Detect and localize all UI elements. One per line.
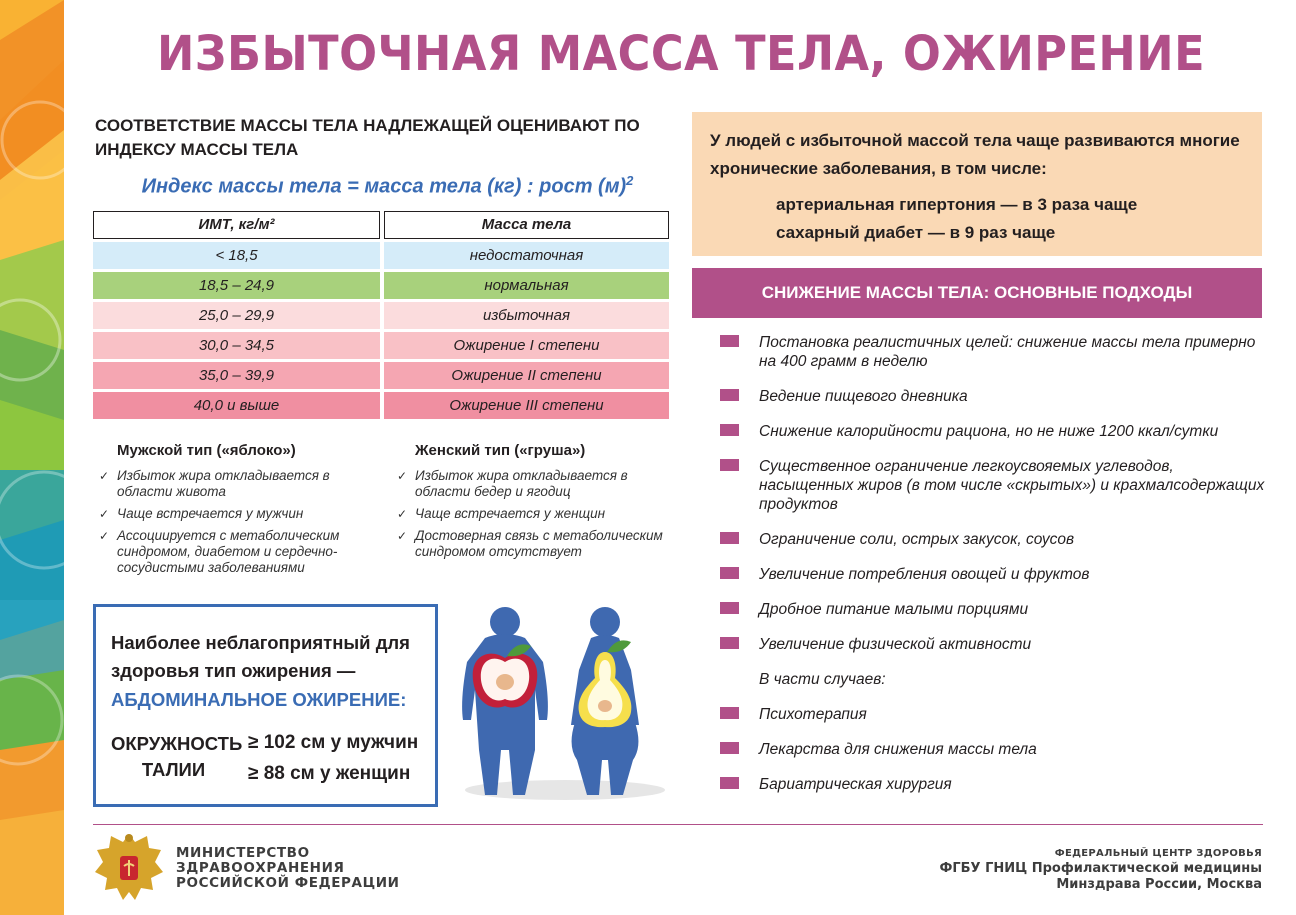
- decorative-strip: [0, 0, 64, 915]
- bmi-table-header: [93, 211, 669, 239]
- bmi-mass-cell: недостаточная: [384, 242, 669, 269]
- bullet-icon: [720, 602, 739, 614]
- health-center: ФЕДЕРАЛЬНЫЙ ЦЕНТР ЗДОРОВЬЯ ФГБУ ГНИЦ Профилактической медицины Минздрава России, Москва: [939, 848, 1262, 892]
- female-type-item: ✓ Достоверная связь с метаболическим синдромом отсутствует: [397, 528, 663, 559]
- bullet-icon: [720, 532, 739, 544]
- bmi-table-row: [93, 332, 669, 359]
- male-type-item: ✓ Чаще встречается у мужчин: [99, 506, 304, 521]
- bmi-mass-cell: Ожирение I степени: [384, 332, 669, 359]
- abdominal-line-2: здоровья тип ожирения —: [111, 660, 356, 681]
- bmi-value-cell: 25,0 – 29,9: [93, 302, 380, 329]
- bullet-icon: [720, 459, 739, 471]
- check-icon: ✓: [99, 469, 110, 483]
- bmi-mass-cell: избыточная: [384, 302, 669, 329]
- bmi-table-row: [93, 362, 669, 389]
- bullet-icon: [720, 777, 739, 789]
- bmi-mass-cell: нормальная: [384, 272, 669, 299]
- approach-item: Лекарства для снижения массы тела: [720, 740, 1265, 759]
- bullet-icon: [720, 389, 739, 401]
- bmi-value-cell: 18,5 – 24,9: [93, 272, 380, 299]
- bullet-icon: [720, 707, 739, 719]
- bullet-icon: [720, 424, 739, 436]
- check-icon: ✓: [397, 507, 408, 521]
- ministry-name: МИНИСТЕРСТВО ЗДРАВООХРАНЕНИЯ РОССИЙСКОЙ ФЕДЕРАЦИИ: [176, 845, 400, 891]
- bmi-table-row: [93, 242, 669, 269]
- male-type-item: ✓ Избыток жира откладывается в области живота: [99, 468, 330, 499]
- approach-item: Существенное ограничение легкоусвояемых углеводов, насыщенных жиров (в том числе «скрытых») и крахмалсодержащих продуктов: [720, 457, 1265, 514]
- approach-item: Бариатрическая хирургия: [720, 775, 1265, 794]
- page-title: ИЗБЫТОЧНАЯ МАССА ТЕЛА, ОЖИРЕНИЕ: [156, 26, 1206, 82]
- bmi-value-cell: 35,0 – 39,9: [93, 362, 380, 389]
- waist-label: ОКРУЖНОСТЬ ТАЛИИ: [111, 733, 243, 780]
- bmi-value-cell: 30,0 – 34,5: [93, 332, 380, 359]
- emblem-icon: [93, 828, 165, 908]
- risk-item: артериальная гипертония — в 3 раза чаще: [776, 195, 1138, 214]
- abdominal-box: [93, 604, 438, 807]
- bmi-mass-cell: Ожирение III степени: [384, 392, 669, 419]
- approach-item: Ограничение соли, острых закусок, соусов: [720, 530, 1265, 549]
- bmi-header-index: ИМТ, кг/м²: [93, 211, 380, 239]
- bullet-icon: [720, 567, 739, 579]
- waist-values: [248, 727, 418, 789]
- abdominal-line-1: Наиболее неблагоприятный для: [111, 632, 410, 653]
- bmi-value-cell: 40,0 и выше: [93, 392, 380, 419]
- approach-item: Постановка реалистичных целей: снижение массы тела примерно на 400 грамм в неделю: [720, 333, 1265, 371]
- bmi-table-row: [93, 392, 669, 419]
- bmi-table: [93, 211, 669, 422]
- bmi-table-row: [93, 272, 669, 299]
- abdominal-highlight: АБДОМИНАЛЬНОЕ ОЖИРЕНИЕ:: [111, 689, 407, 710]
- risk-intro: У людей с избыточной массой тела чаще развиваются многие хронические заболевания, в том числе:: [710, 131, 1240, 178]
- bullet-icon: [720, 335, 739, 347]
- check-icon: ✓: [99, 507, 110, 521]
- check-icon: ✓: [99, 529, 110, 543]
- risk-item: сахарный диабет — в 9 раз чаще: [776, 223, 1056, 242]
- approaches-list: [720, 333, 1265, 810]
- approach-item: Дробное питание малыми порциями: [720, 600, 1265, 619]
- intro-text: СООТВЕТСТВИЕ МАССЫ ТЕЛА НАДЛЕЖАЩЕЙ ОЦЕНИВАЮТ ПО ИНДЕКСУ МАССЫ ТЕЛА: [95, 116, 640, 159]
- approaches-banner: СНИЖЕНИЕ МАССЫ ТЕЛА: ОСНОВНЫЕ ПОДХОДЫ: [692, 268, 1262, 318]
- approach-item: Снижение калорийности рациона, но не ниже 1200 ккал/сутки: [720, 422, 1265, 441]
- bmi-formula-exponent: 2: [626, 173, 634, 188]
- bmi-formula-text: Индекс массы тела = масса тела (кг) : рост (м): [141, 175, 627, 198]
- approach-item: Увеличение потребления овощей и фруктов: [720, 565, 1265, 584]
- female-type-item: ✓ Чаще встречается у женщин: [397, 506, 606, 521]
- approach-item: Увеличение физической активности: [720, 635, 1265, 654]
- bmi-header-mass: Масса тела: [384, 211, 669, 239]
- bmi-value-cell: < 18,5: [93, 242, 380, 269]
- risk-list: [776, 191, 1244, 247]
- male-type: [95, 442, 385, 582]
- bullet-icon: [720, 637, 739, 649]
- female-type-title: Женский тип («груша»): [415, 442, 586, 459]
- approach-item: Психотерапия: [720, 705, 1265, 724]
- male-type-item: ✓ Ассоциируется с метаболическим синдромом, диабетом и сердечно-сосудистыми заболеваниями: [99, 528, 340, 575]
- bmi-formula: [95, 173, 680, 199]
- bullet-icon: [720, 742, 739, 754]
- waist-male-value: ≥ 102 см у мужчин: [248, 732, 419, 753]
- risk-box: [692, 112, 1262, 256]
- check-icon: ✓: [397, 529, 408, 543]
- male-type-title: Мужской тип («яблоко»): [117, 442, 296, 459]
- female-type: [393, 442, 683, 566]
- waist-female-value: ≥ 88 см у женщин: [248, 763, 411, 784]
- approach-item: Ведение пищевого дневника: [720, 387, 1265, 406]
- footer-divider: [93, 824, 1263, 825]
- bmi-mass-cell: Ожирение II степени: [384, 362, 669, 389]
- check-icon: ✓: [397, 469, 408, 483]
- body-type-figures: [455, 600, 685, 805]
- approach-subheading: В части случаев:: [759, 671, 886, 688]
- female-type-item: ✓ Избыток жира откладывается в области бедер и ягодиц: [397, 468, 628, 499]
- bmi-table-row: [93, 302, 669, 329]
